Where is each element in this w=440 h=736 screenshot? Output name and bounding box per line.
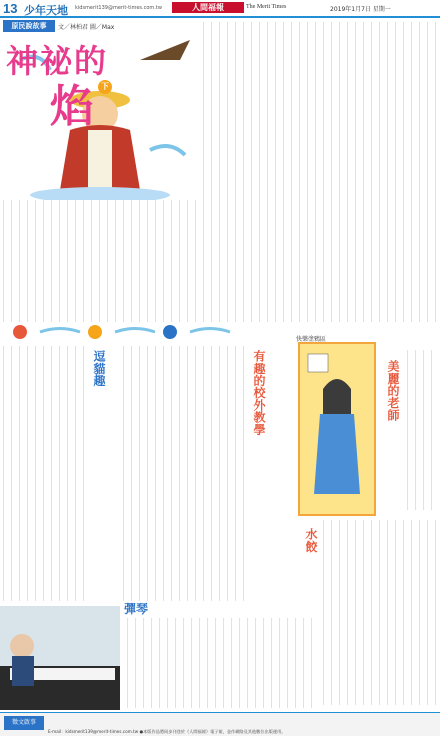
section5-title: 水餃: [304, 528, 318, 553]
piano-photo: [0, 606, 120, 710]
page-number: 13: [3, 1, 18, 16]
story-body-area-lower: [0, 200, 200, 322]
story-tag: 原民說故事: [3, 20, 55, 32]
decorative-band: [0, 323, 440, 341]
footer-badge: 徵文啟事: [4, 716, 44, 730]
story-author: 文／林柏君 圖／Max: [58, 24, 115, 31]
story-body-area: [200, 22, 436, 322]
child-painting: [298, 342, 376, 516]
brand-logo: 人間福報: [172, 2, 244, 13]
section2-body: [0, 346, 88, 601]
issue-date: 2019年1月7日 星期一: [330, 6, 391, 13]
section-name: 少年天地: [24, 4, 68, 17]
section2-title: 逗貓趣: [92, 350, 106, 387]
footer-email: E-mail：kidsmerit139@merit-times.com.tw ●本版作品將同步刊登於《人間福報》電子報，並作網路及其他數位出版運用。: [48, 729, 286, 734]
part-badge: 下: [98, 80, 112, 94]
section3-body: [120, 346, 244, 601]
section4-body: [404, 350, 436, 510]
section6-title: 彈琴: [124, 602, 149, 616]
header-email: kidsmerit139@merit-times.com.tw: [75, 5, 162, 11]
section3-title: 有趣的校外教學: [252, 350, 266, 436]
story-title-char: 焰: [50, 81, 94, 132]
section4-title: 美麗的老師: [386, 360, 400, 421]
brand-en: The Merit Times: [246, 4, 287, 10]
section5-body: [320, 520, 436, 705]
story-title: 神祕的: [6, 42, 109, 80]
doodle-label: 快樂塗鴉區: [296, 336, 327, 343]
section6-body: [124, 618, 314, 708]
